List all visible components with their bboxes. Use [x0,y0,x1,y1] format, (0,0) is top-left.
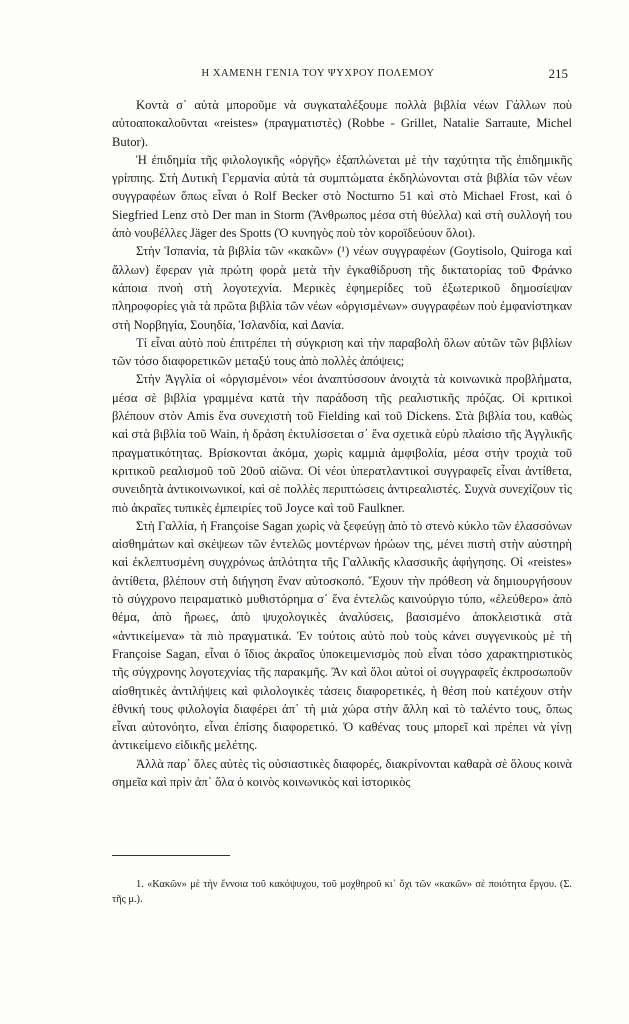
body-text [112,96,572,791]
paragraph: Τί εἶναι αὐτὸ ποὺ ἐπιτρέπει τὴ σύγκριση καὶ τὴν παραβολὴ ὅλων αὐτῶν τῶν βιβλίων τῶν τόσο διαφορετικῶν μεταξύ τους ἀπὸ πολλὲς ἀπόψεις; [112,335,572,369]
footnote-divider [112,855,230,856]
paragraph: Ἡ ἐπιδημία τῆς φιλολογικῆς «ὀργῆς» ἐξαπλώνεται μὲ τὴν ταχύτητα τῆς ἐπιδημικῆς γρίππης. Στὴ Δυτικὴ Γερμανία αὐτὰ τὰ συμπτώματα ἐκδηλώνονται στὰ βιβλία τῶν νέων συγγραφέων ὅπως εἶναι ὁ Rolf Becker στὸ Nocturno 51 καὶ στὸ Michael Frost, καὶ ὁ Siegfried Lenz στὸ Der man in Storm (Ἄνθρωπος μέσα στὴ θύελλα) καὶ στὴ συλλογή του ἀπὸ νουβέλλες Jäger des Spotts (Ὁ κυνηγὸς ποὺ τὸν κοροϊδεύουν ὅλοι). [112,152,572,241]
paragraph: Στὴ Γαλλία, ἡ Françoise Sagan χωρὶς νὰ ξεφεύγῃ ἀπὸ τὸ στενὸ κύκλο τῶν ἐλασσόνων αἰσθημάτων καὶ σκέψεων τῶν ἐντελῶς μοντέρνων ἡρώων της, μένει πιστὴ στὴν αὐστηρὴ καὶ ἐκλεπτυσμένη συγχρόνως ἁπλότητα τῆς Γαλλικῆς κλασσικῆς ἀφήγησης. Οἱ «reistes» ἀντίθετα, βλέπουν στὴ διήγηση ἕναν αὐτοσκοπό. Ἔχουν τὴν πρόθεση νὰ δημιουργήσουν τὸ σύγχρονο πειραματικὸ μυθιστόρημα σ᾽ ἕνα ἐντελῶς καινούργιο τύπο, «ἐλεύθερο» ἀπὸ θέμα, ἀπὸ ἥρωες, ἀπὸ ψυχολογικὲς ἀναλύσεις, βασισμένο ἀποκλειστικὰ στὰ «ἀντικείμενα» τὰ πιὸ πραγματικά. Ἐν τούτοις αὐτὸ ποὺ τοὺς κάνει συγγενικοὺς μὲ τὴ Françoise Sagan, εἶναι ὁ ἴδιος ἀκραῖος ὑποκειμενισμὸς ποὺ εἶναι τόσο χαρακτηριστικὸς τῆς σύγχρονης λογοτεχνίας τῆς παρακμῆς. Ἂν καὶ ὅλοι αὐτοὶ οἱ συγγραφεῖς ἐκπροσωποῦν αἰσθητικὲς ἀντιλήψεις καὶ φιλολογικὲς τάσεις διαφορετικές, ἡ θέση ποὺ κατέχουν στὴν ἐθνική τους φιλολογία διαφέρει ἀπ᾽ τὴ μιὰ χώρα στὴν ἄλλη καὶ τὸ ταλέντο τους, ὅπως εἶναι αὐτονόητο, εἶναι ἐπίσης διαφορετικό. Ὁ καθένας τους μπορεῖ καὶ πρέπει νὰ γίνῃ ἀντικείμενο εἰδικῆς μελέτης. [112,518,572,753]
running-head [108,66,568,84]
paragraph: Στὴν Ἀγγλία οἱ «ὀργισμένοι» νέοι ἀναπτύσσουν ἀνοιχτὰ τὰ κοινωνικὰ προβλήματα, μέσα σὲ βιβλία γραμμένα κατὰ τὴν παράδοση τῆς ρεαλιστικῆς πρόζας. Οἱ κριτικοὶ βλέπουν στὸν Amis ἕνα συνεχιστὴ τοῦ Fielding καὶ τοῦ Dickens. Στὰ βιβλία του, καθὼς καὶ στὰ βιβλία τοῦ Wain, ἡ δράση ἐκτυλίσσεται σ᾽ ἕνα σχετικὰ εὐρὺ πλαίσιο τῆς Ἀγγλικῆς πραγματικότητας. Βρίσκονται ἀκόμα, χωρὶς καμμιὰ ἀμφιβολία, μέσα στὴν τροχιὰ τοῦ κριτικοῦ ρεαλισμοῦ τοῦ 20οῦ αἰῶνα. Οἱ νέοι ὑπερατλαντικοὶ συγγραφεῖς εἶναι ἀντίθετα, συνειδητὰ ἀντικοινωνικοί, καὶ σὲ πολλὲς περιπτώσεις ἀντιρεαλιστές. Συχνὰ συνεχίζουν τὶς πιὸ ἀκραῖες τυπικὲς ἐμπειρίες τοῦ Joyce καὶ τοῦ Faulkner. [112,372,572,515]
paragraph: Κοντὰ σ᾽ αὐτὰ μποροῦμε νὰ συγκαταλέξουμε πολλὰ βιβλία νέων Γάλλων ποὺ αὐτοαποκαλοῦνται «reistes» (πραγματιστὲς) (Robbe - Grillet, Natalie Sarraute, Michel Butor). [112,98,572,149]
paragraph: Ἀλλὰ παρ᾽ ὅλες αὐτὲς τὶς οὐσιαστικὲς διαφορές, διακρίνονται καθαρὰ σὲ ὅλους κοινὰ σημεῖα καὶ πρὶν ἀπ᾽ ὅλα ὁ κοινὸς κοινωνικὸς καὶ ἱστορικὸς [112,756,572,789]
footnote-text: 1. «Κακῶν» μὲ τὴν ἔννοια τοῦ κακόψυχου, τοῦ μοχθηροῦ κι᾽ ὄχι τῶν «κακῶν» σὲ ποιότητα ἔργου. (Σ. τῆς μ.). [112,879,572,905]
paragraph: Στὴν Ἱσπανία, τὰ βιβλία τῶν «κακῶν» (¹) νέων συγγραφέων (Goytisolo, Quiroga καὶ ἄλλων) ἔφεραν γιὰ πρώτη φορὰ μετὰ τὴν ἐγκαθίδρυση τῆς δικτατορίας τοῦ Φράνκο κάποια πνοὴ στὴ λογοτεχνία. Μερικὲς ἐφημερίδες τοῦ ἐξωτερικοῦ δημοσίεψαν πληροφορίες γιὰ τὰ πρῶτα βιβλία τῶν νέων «ὀργισμένων» συγγραφέων ποὺ ἐμφανίστηκαν στὴ Νορβηγία, Σουηδία, Ἰσλανδία, καὶ Δανία. [112,244,572,332]
running-title: Η ΧΑΜΕΝΗ ΓΕΝΙΑ ΤΟΥ ΨΥΧΡΟΥ ΠΟΛΕΜΟΥ [201,68,435,79]
footnote [112,877,572,907]
page-number: 215 [548,66,568,81]
